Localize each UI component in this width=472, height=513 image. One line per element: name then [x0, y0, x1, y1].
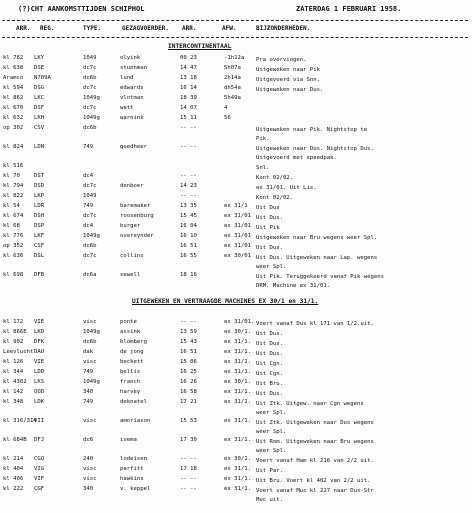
cell-t-arr: -- --	[180, 319, 197, 325]
table-row	[0, 204, 472, 213]
table-row	[0, 214, 472, 223]
section-title: INTERCONTINENTAAL	[168, 43, 232, 50]
cell-reg: LKP	[34, 193, 45, 199]
cell-captain: denboer	[120, 183, 144, 189]
cell-remark: Voert vanaf Muc kl 227 naar Dus-Str Muc uit.	[256, 488, 374, 503]
cell-afw: ex 31/01	[224, 213, 251, 219]
cell-type: 1049g	[83, 379, 100, 385]
cell-type: 749	[83, 399, 94, 405]
cell-type: 240	[83, 456, 94, 462]
cell-reg: DSH	[34, 213, 45, 219]
divider	[2, 37, 468, 38]
cell-captain: collins	[120, 253, 144, 259]
cell-type: dc7c	[83, 105, 97, 111]
cell-t-arr: 18 39	[180, 95, 197, 101]
table-row	[0, 86, 472, 95]
cell-afw: ex 31/1.	[224, 476, 251, 482]
cell-afw: ex 31/1.	[224, 389, 251, 395]
cell-arr: kl 866E	[3, 329, 27, 335]
cell-type: 749	[83, 203, 94, 209]
cell-afw: 5h49a	[224, 95, 241, 101]
cell-reg: DST	[34, 173, 45, 179]
cell-remark: Uit Par.	[256, 468, 283, 474]
cell-afw: ex 31/1.	[224, 399, 251, 405]
cell-captain: lund	[120, 75, 134, 81]
cell-captain: watt	[120, 105, 134, 111]
cell-arr: kl 776	[3, 233, 24, 239]
table-row	[0, 164, 472, 173]
cell-arr: kl 70	[3, 173, 20, 179]
cell-remark: Uit Bru. Voert kl 402 van 2/2 uit.	[256, 478, 371, 484]
cell-type: dc6b	[83, 243, 97, 249]
cell-type: dc6a	[83, 272, 97, 278]
cell-t-arr: 13 59	[180, 329, 197, 335]
cell-arr: kl 674	[3, 213, 24, 219]
cell-reg: LKH	[34, 115, 45, 121]
cell-t-arr: -- --	[180, 476, 197, 482]
cell-afw: ex 31/1.	[224, 466, 251, 472]
table-row	[0, 457, 472, 466]
cell-afw: ex 31/1.	[224, 369, 251, 375]
column-header: ARR.	[16, 25, 31, 32]
cell-captain: blomberg	[120, 339, 147, 345]
cell-remark: Uit Bru.	[256, 381, 283, 387]
table-row	[0, 224, 472, 233]
cell-type: 1049	[83, 55, 97, 61]
cell-arr: kl 902	[3, 339, 24, 345]
table-row	[0, 477, 472, 486]
cell-afw: ex 30/01	[224, 253, 251, 259]
cell-afw: ex 30/1.	[224, 456, 251, 462]
cell-reg: DSF	[34, 105, 45, 111]
table-row	[0, 253, 472, 270]
cell-arr: kl 516	[3, 163, 24, 169]
cell-arr: kl 222	[3, 486, 24, 492]
cell-remark: Kont 02/02.	[256, 175, 294, 181]
table-row	[0, 66, 472, 75]
cell-remark: Uitgeweken naar Pik	[256, 67, 320, 73]
cell-reg: DSL	[34, 253, 45, 259]
cell-reg: VIE	[34, 319, 45, 325]
cell-remark: Uit Dus.	[256, 215, 283, 221]
cell-arr: Leevlucht	[3, 349, 34, 355]
cell-type: dc7c	[83, 183, 97, 189]
cell-type: dc6b	[83, 125, 97, 131]
table-row	[0, 96, 472, 105]
cell-t-arr: -- --	[180, 456, 197, 462]
cell-remark: Uitgevoerd via Snn.	[256, 77, 320, 83]
cell-captain: amoriason	[120, 418, 151, 424]
cell-type: 749	[83, 369, 94, 375]
cell-t-arr: 15 43	[180, 339, 197, 345]
table-row	[0, 106, 472, 115]
cell-t-arr: 17 18	[180, 466, 197, 472]
cell-reg: LDK	[34, 399, 45, 405]
cell-reg: DAU	[34, 349, 45, 355]
cell-reg: DSP	[34, 223, 45, 229]
cell-arr: kl 822	[3, 193, 24, 199]
table-row	[0, 76, 472, 85]
column-header: GEZAGVOERDER.	[122, 25, 169, 32]
cell-reg: DSD	[34, 183, 45, 189]
table-row	[0, 244, 472, 253]
cell-t-arr: 15 06	[180, 359, 197, 365]
cell-remark: ex 31/01. Uit Lis.	[256, 185, 317, 191]
cell-captain: hawkins	[120, 476, 144, 482]
table-row	[0, 418, 472, 435]
cell-captain: de jong	[120, 349, 144, 355]
cell-arr: op 352	[3, 243, 24, 249]
table-row	[0, 320, 472, 329]
cell-reg: LKD	[34, 329, 45, 335]
cell-t-arr: 13 35	[180, 203, 197, 209]
cell-arr: kl 824	[3, 144, 24, 150]
cell-t-arr: 17 21	[180, 399, 197, 405]
cell-reg: VIG	[34, 466, 45, 472]
cell-type: visc	[83, 466, 97, 472]
cell-remark: Uitgeweken naar Dus.	[256, 87, 324, 93]
table-row	[0, 174, 472, 183]
cell-remark: Voert vanaf Dus kl 171 van 1/2.uit.	[256, 321, 374, 327]
cell-remark: Uit Dus.	[256, 351, 283, 357]
cell-afw: 4	[224, 105, 228, 111]
cell-remark: Pra overviogen.	[256, 57, 307, 63]
cell-type: 340	[83, 486, 94, 492]
cell-type: dc4	[83, 173, 94, 179]
cell-reg: DFK	[34, 339, 45, 345]
cell-afw: dh54a	[224, 85, 241, 91]
cell-type: dc7c	[83, 65, 97, 71]
cell-arr: kl 406	[3, 476, 24, 482]
table-row	[0, 56, 472, 65]
cell-arr: kl 638	[3, 65, 24, 71]
cell-afw: ex 31/1.	[224, 359, 251, 365]
cell-type: dc6b	[83, 75, 97, 81]
table-row	[0, 272, 472, 289]
cell-arr: kl 142	[3, 389, 24, 395]
cell-captain: harvey	[120, 389, 141, 395]
table-row	[0, 194, 472, 203]
column-header: ARR.	[182, 25, 197, 32]
cell-afw: ex 31/1.	[224, 349, 251, 355]
cell-t-arr: 00 23	[180, 55, 197, 61]
cell-remark: Uit Pik. Teruggekeerd vanaf Pik wegens DRM. Machine ex 31/01.	[256, 274, 384, 289]
cell-reg: DSE	[34, 65, 45, 71]
cell-remark: Uit Dus.	[256, 341, 283, 347]
cell-t-arr: 14 47	[180, 65, 197, 71]
cell-arr: kl 670	[3, 105, 24, 111]
cell-remark: Snl.	[256, 165, 270, 171]
table-row	[0, 370, 472, 379]
cell-afw: ex 31/1.	[224, 418, 251, 424]
cell-captain: assink	[120, 329, 141, 335]
cell-remark: Uit Cgn.	[256, 371, 283, 377]
table-row	[0, 486, 472, 503]
column-header: TYPE.	[83, 25, 102, 32]
cell-t-arr: 16 04	[180, 223, 197, 229]
cell-captain: vlotman	[120, 95, 144, 101]
cell-afw: ex 31/01.	[224, 319, 255, 325]
cell-captain: v. keppel	[120, 486, 151, 492]
cell-afw: 56	[224, 115, 231, 121]
cell-reg: LKS	[34, 379, 45, 385]
cell-t-arr: 16 14	[180, 85, 197, 91]
table-row	[0, 144, 472, 161]
column-header: REG.	[40, 25, 55, 32]
cell-t-arr: -- --	[180, 125, 197, 131]
cell-captain: olyink	[120, 55, 141, 61]
cell-arr: kl 594	[3, 85, 24, 91]
cell-arr: kl 862	[3, 95, 24, 101]
cell-type: 1049g	[83, 115, 100, 121]
cell-arr: kl 684B	[3, 437, 27, 443]
cell-reg: VIE	[34, 359, 45, 365]
cell-arr: kl 54	[3, 203, 20, 209]
cell-type: visc	[83, 319, 97, 325]
cell-reg: LKF	[34, 233, 45, 239]
cell-captain: overeynder	[120, 233, 154, 239]
cell-t-arr: 16 10	[180, 233, 197, 239]
table-row	[0, 380, 472, 389]
document-title: (?)CHT AANKOMSTTIJDEN SCHIPHOL	[18, 5, 145, 13]
cell-type: 1049	[83, 193, 97, 199]
cell-arr: kl 782	[3, 55, 24, 61]
cell-afw: ex 30/1.	[224, 379, 251, 385]
cell-afw: ex 31/01	[224, 243, 251, 249]
cell-type: visc	[83, 476, 97, 482]
cell-remark: Uit Ztk. Uitgew. naar Cgn wegens weer Spl.	[256, 401, 364, 416]
cell-remark: Uit Dus.	[256, 391, 283, 397]
cell-afw: ex 31/01	[224, 233, 251, 239]
cell-remark: Uitgeweken naar Pik. Nightstop te Pik.	[256, 127, 368, 142]
table-row	[0, 184, 472, 193]
cell-t-arr: 14 23	[180, 183, 197, 189]
table-row	[0, 116, 472, 125]
cell-arr: kl 794	[3, 183, 24, 189]
cell-t-arr: 13 18	[180, 75, 197, 81]
cell-type: dak	[83, 349, 94, 355]
table-row	[0, 234, 472, 243]
cell-type: visc	[83, 418, 97, 424]
table-row	[0, 350, 472, 359]
cell-arr: kl 126	[3, 359, 24, 365]
cell-reg: DFJ	[34, 437, 45, 443]
cell-type: 749	[83, 144, 94, 150]
cell-reg: LDD	[34, 369, 45, 375]
cell-t-arr: 18 16	[180, 272, 197, 278]
cell-captain: stunnman	[120, 65, 147, 71]
cell-reg: DFB	[34, 272, 45, 278]
cell-afw: ex 30/1.	[224, 329, 251, 335]
cell-arr: kl 636	[3, 253, 24, 259]
cell-t-arr: 15 53	[180, 418, 197, 424]
table-row	[0, 437, 472, 454]
cell-afw: ex 31/1.	[224, 437, 251, 443]
cell-captain: parfitt	[120, 466, 144, 472]
table-row	[0, 125, 472, 142]
cell-arr: kl 316/314	[3, 418, 37, 424]
cell-t-arr: 16 25	[180, 369, 197, 375]
cell-type: dc7c	[83, 213, 97, 219]
cell-captain: lodeisen	[120, 456, 147, 462]
cell-t-arr: -- --	[180, 173, 197, 179]
cell-captain: beckett	[120, 359, 144, 365]
cell-reg: VII	[34, 418, 45, 424]
cell-t-arr: 16 26	[180, 379, 197, 385]
cell-captain: edwards	[120, 85, 144, 91]
cell-reg: LDN	[34, 144, 45, 150]
divider	[2, 20, 468, 21]
cell-captain: goedheer	[120, 144, 147, 150]
section-title: UITGEWEKEN EN VERTRAAGDE MACHINES EX 30/1 en 31/1.	[132, 298, 319, 305]
cell-afw: -1h12a	[224, 55, 245, 61]
cell-remark: Uit Dus. Uitgeweken naar Lap. wegens weer Spl.	[256, 255, 378, 270]
cell-arr: kl 68	[3, 223, 20, 229]
cell-captain: burger	[120, 223, 141, 229]
cell-arr: op 302	[3, 125, 24, 131]
table-row	[0, 330, 472, 339]
cell-captain: baremaker	[120, 203, 151, 209]
table-row	[0, 399, 472, 416]
cell-type: dc6b	[83, 339, 97, 345]
cell-arr: kl 4302	[3, 379, 27, 385]
column-header-row	[0, 26, 472, 34]
cell-t-arr: 14 07	[180, 105, 197, 111]
cell-type: dc4	[83, 223, 94, 229]
cell-type: 1049g	[83, 95, 100, 101]
cell-remark: Uit Rom. Uitgeweken naar Bru wegens weer Spl.	[256, 439, 374, 454]
cell-type: visc	[83, 359, 97, 365]
cell-remark: Kont 02/02.	[256, 195, 294, 201]
column-header: AFW.	[222, 25, 237, 32]
cell-reg: CSV	[34, 125, 45, 131]
cell-remark: Voert vanaf Ham kl 216 van 2/2 uit.	[256, 458, 374, 464]
cell-arr: kl 214	[3, 456, 24, 462]
document-date: ZATERDAG 1 FEBRUARI 1958.	[296, 5, 402, 13]
cell-reg: OOD	[34, 389, 45, 395]
cell-remark: Uit Dus.	[256, 331, 283, 337]
cell-captain: warnink	[120, 115, 144, 121]
cell-reg: VIF	[34, 476, 45, 482]
document-header	[0, 6, 472, 16]
cell-captain: deknatel	[120, 399, 147, 405]
cell-type: dc7c	[83, 85, 97, 91]
cell-reg: N709A	[34, 75, 51, 81]
cell-arr: kl 632	[3, 115, 24, 121]
cell-t-arr: 15 11	[180, 115, 197, 121]
cell-type: 340	[83, 389, 94, 395]
cell-reg: LKC	[34, 95, 45, 101]
cell-type: 1049g	[83, 329, 100, 335]
cell-remark: Uit Dus	[256, 205, 280, 211]
cell-afw: 5h07a	[224, 65, 241, 71]
cell-afw: ex 31/1.	[224, 339, 251, 345]
table-row	[0, 390, 472, 399]
cell-remark: Uit Dus.	[256, 245, 283, 251]
cell-type: dc7c	[83, 253, 97, 259]
cell-arr: kl 348	[3, 399, 24, 405]
cell-arr: Aramco	[3, 75, 24, 81]
cell-reg: LKY	[34, 55, 45, 61]
cell-type: 1049g	[83, 233, 100, 239]
cell-reg: LDR	[34, 203, 45, 209]
table-row	[0, 467, 472, 476]
cell-remark: Uit Cgn.	[256, 361, 283, 367]
cell-t-arr: 16 51	[180, 243, 197, 249]
cell-t-arr: 15 45	[180, 213, 197, 219]
cell-captain: bellis	[120, 369, 141, 375]
cell-t-arr: 16 58	[180, 389, 197, 395]
column-header: BIJZONDERHEDEN.	[256, 25, 311, 32]
cell-arr: kl 698	[3, 272, 24, 278]
cell-captain: sewell	[120, 272, 141, 278]
cell-captain: ponte	[120, 319, 137, 325]
cell-remark: Uit Ztk. Uitgeweken naar Dus wegens weer Spl.	[256, 420, 374, 435]
cell-t-arr: 17 30	[180, 437, 197, 443]
cell-captain: ivema	[120, 437, 137, 443]
cell-remark: Uitgeweken naar Bru wegens weer Spl.	[256, 235, 378, 241]
cell-afw: ex 31/1	[224, 203, 248, 209]
cell-captain: franch	[120, 379, 141, 385]
cell-arr: kl 404	[3, 466, 24, 472]
cell-t-arr: -- --	[180, 193, 197, 199]
cell-t-arr: -- --	[180, 486, 197, 492]
cell-arr: kl 344	[3, 369, 24, 375]
cell-t-arr: 16 55	[180, 253, 197, 259]
cell-afw: ex 31/01	[224, 223, 251, 229]
cell-remark: Uit Pik	[256, 225, 280, 231]
cell-reg: CGF	[34, 486, 45, 492]
cell-captain: roosenburg	[120, 213, 154, 219]
cell-t-arr: -- --	[180, 144, 197, 150]
cell-type: dc6	[83, 437, 94, 443]
cell-reg: CGQ	[34, 456, 45, 462]
cell-arr: kl 172	[3, 319, 24, 325]
table-row	[0, 360, 472, 369]
cell-t-arr: 16 51	[180, 349, 197, 355]
cell-reg: CSF	[34, 243, 45, 249]
cell-reg: DSG	[34, 85, 45, 91]
cell-afw: 2h14a	[224, 75, 241, 81]
cell-afw: ex 31/1.	[224, 486, 251, 492]
table-row	[0, 340, 472, 349]
cell-remark: Uitgeweken naar Dus. Nightstop Dus. Uitgevoerd met speedpak.	[256, 146, 374, 161]
